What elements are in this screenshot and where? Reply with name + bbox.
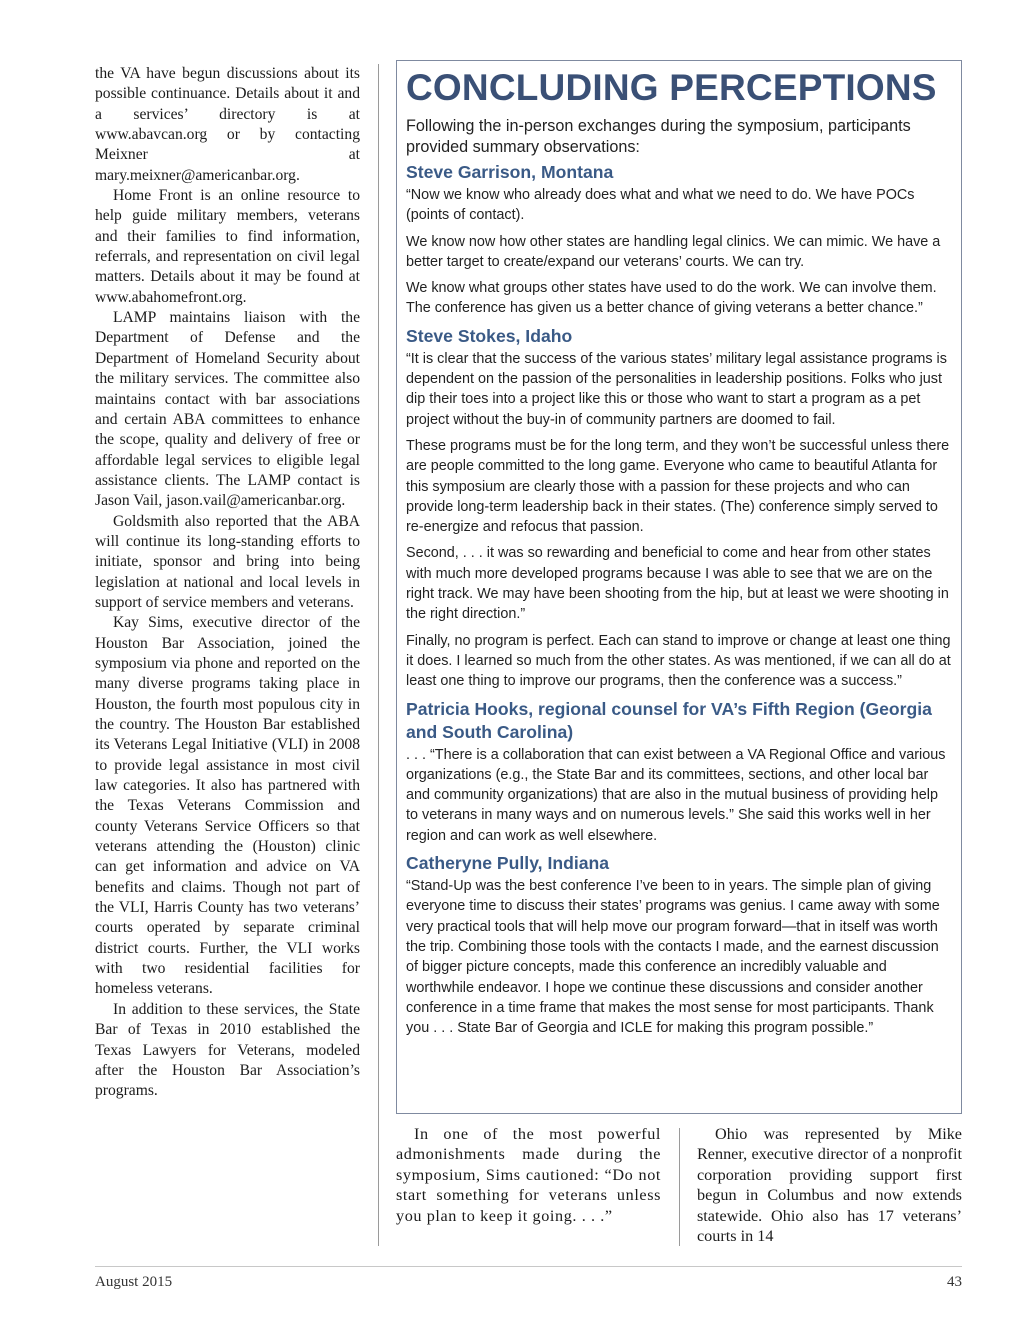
left-paragraph-4: Goldsmith also reported that the ABA will continue its long-standing efforts to initiate, sponsor and bring into being legislation at national and local levels in support of service members and veterans. bbox=[95, 512, 360, 611]
concluding-perceptions-box bbox=[396, 60, 962, 1114]
left-paragraph-2: Home Front is an online resource to help guide military members, veterans and their families to find information, referrals, and representation on civil legal matters. Details about it may be found at www.abahomefront.org. bbox=[95, 187, 360, 306]
bottom-middle-column bbox=[396, 1124, 661, 1226]
left-paragraph-5: Kay Sims, executive director of the Houston Bar Association, joined the symposium via phone and reported on the many diverse programs taking place in Houston, the fourth most populous city in the country. The Houston Bar established its Veterans Legal Initiative (VLI) in 2008 to provide legal assistance in most civil law categories. It also has partnered with the Texas Veterans Commission and county Veterans Service Officers so that veterans attending the (Houston) clinic can get information and advice on VA benefits and claims. Though not part of the VLI, Harris County has two veterans’ courts operated by separate criminal district courts. Further, the VLI works with two residential facilities for homeless veterans. bbox=[95, 614, 360, 998]
speaker-name: Patricia Hooks, regional counsel for VA’s Fifth Region (Georgia and South Carolina) bbox=[406, 698, 932, 742]
speaker-name: Steve Garrison, Montana bbox=[406, 162, 614, 182]
bottom-right-column bbox=[697, 1124, 962, 1246]
perception-entry bbox=[406, 698, 953, 846]
left-column bbox=[95, 64, 360, 1102]
left-paragraph-1: the VA have begun discussions about its possible continuance. Details about it and a services’ directory is at www.abavcan.org or by contacting Meixner at mary.meixner@americanbar.org. bbox=[95, 65, 360, 184]
sidebar-intro: Following the in-person exchanges during the symposium, participants provided summary observations: bbox=[406, 117, 911, 156]
column-divider-bottom bbox=[679, 1128, 680, 1246]
quote-paragraph: “Now we know who already does what and what we need to do. We have POCs (points of contact). bbox=[406, 187, 915, 224]
quote-paragraph: Finally, no program is perfect. Each can stand to improve or change at least one thing it does. I learned so much from the other states. As was mentioned, if we can all do at least one thing to improve our programs, then the conference was a success.” bbox=[406, 632, 951, 690]
perception-entry bbox=[406, 161, 953, 319]
left-paragraph-6: In addition to these services, the State Bar of Texas in 2010 established the Texas Lawyers for Veterans, modeled after the Houston Bar Association’s programs. bbox=[95, 1000, 360, 1100]
footer-date: August 2015 bbox=[95, 1274, 173, 1290]
left-paragraph-3: LAMP maintains liaison with the Department of Defense and the Department of Homeland Security about the military services. The committee also maintains contact with bar associations and certain ABA committees to enhance the scope, quality and delivery of free or affordable legal services to eligible legal assistance clients. The LAMP contact is Jason Vail, jason.vail@americanbar.org. bbox=[95, 309, 360, 510]
quote-paragraph: “It is clear that the success of the various states’ military legal assistance programs is dependent on the passion of the personalities in leadership positions. Folks who just dip their toes into a project like this or those who want to start a program as a pet project without the buy-in of community partners are doomed to fail. bbox=[406, 350, 947, 428]
sidebar-title: CONCLUDING PERCEPTIONS bbox=[406, 67, 937, 108]
quote-paragraph: These programs must be for the long term, and they won’t be successful unless there are people committed to the long game. Everyone who came to beautiful Atlanta for this symposium are clearly those with a passion for these projects and who can provide long-term leadership back in their states. (The) conference simply served to re-energize and refocus that passion. bbox=[406, 437, 950, 536]
bottom-right-paragraph: Ohio was represented by Mike Renner, executive director of a nonprofit corporation providing support first begun in Columbus and now extends statewide. Ohio also has 17 veterans’ courts in 14 bbox=[697, 1125, 962, 1246]
footer-divider bbox=[95, 1266, 962, 1267]
quote-paragraph: Second, . . . it was so rewarding and beneficial to come and hear from other states with much more developed programs because I was able to see that we are on the right track. We may have been shooting from the hip, but at least we were shooting in the right direction.” bbox=[406, 545, 949, 623]
perception-entry bbox=[406, 325, 953, 692]
perception-entry bbox=[406, 852, 953, 1038]
quote-paragraph: We know now how other states are handling legal clinics. We can mimic. We have a better target to create/expand our veterans’ courts. We can try. bbox=[406, 233, 941, 270]
quote-paragraph: . . . “There is a collaboration that can exist between a VA Regional Office and various organizations (e.g., the State Bar and its committees, sections, and other local bar and community organizations) that are also in the mutual business of providing help to veterans in many ways and on numerous levels.” She said this works well in her region and can work as well elsewhere. bbox=[406, 746, 946, 844]
quote-paragraph: “Stand-Up was the best conference I’ve been to in years. The simple plan of giving everyone time to discuss their states’ programs was genius. I came away with some very practical tools that will help move our program forward—that in itself was worth the trip. Combining those tools with the contacts I made, and the earnest discussion of bigger picture concepts, made this conference an incredibly valuable and worthwhile endeavor. I hope we continue these discussions and consider another conference in a time frame that makes the most sense for most participants. Thank you . . . State Bar of Georgia and ICLE for making this program possible.” bbox=[406, 878, 940, 1037]
quote-paragraph: We know what groups other states have used to do the work. We can involve them. The conference has given us a better chance of giving veterans a better chance.” bbox=[406, 280, 937, 317]
speaker-name: Catheryne Pully, Indiana bbox=[406, 853, 610, 874]
column-divider-left bbox=[378, 64, 379, 1246]
page-number: 43 bbox=[947, 1274, 962, 1290]
speaker-name: Steve Stokes, Idaho bbox=[406, 325, 573, 346]
bottom-middle-paragraph: In one of the most powerful admonishments made during the symposium, Sims cautioned: “Do not start something for veterans unless you plan to keep it going. . . .” bbox=[396, 1125, 661, 1225]
